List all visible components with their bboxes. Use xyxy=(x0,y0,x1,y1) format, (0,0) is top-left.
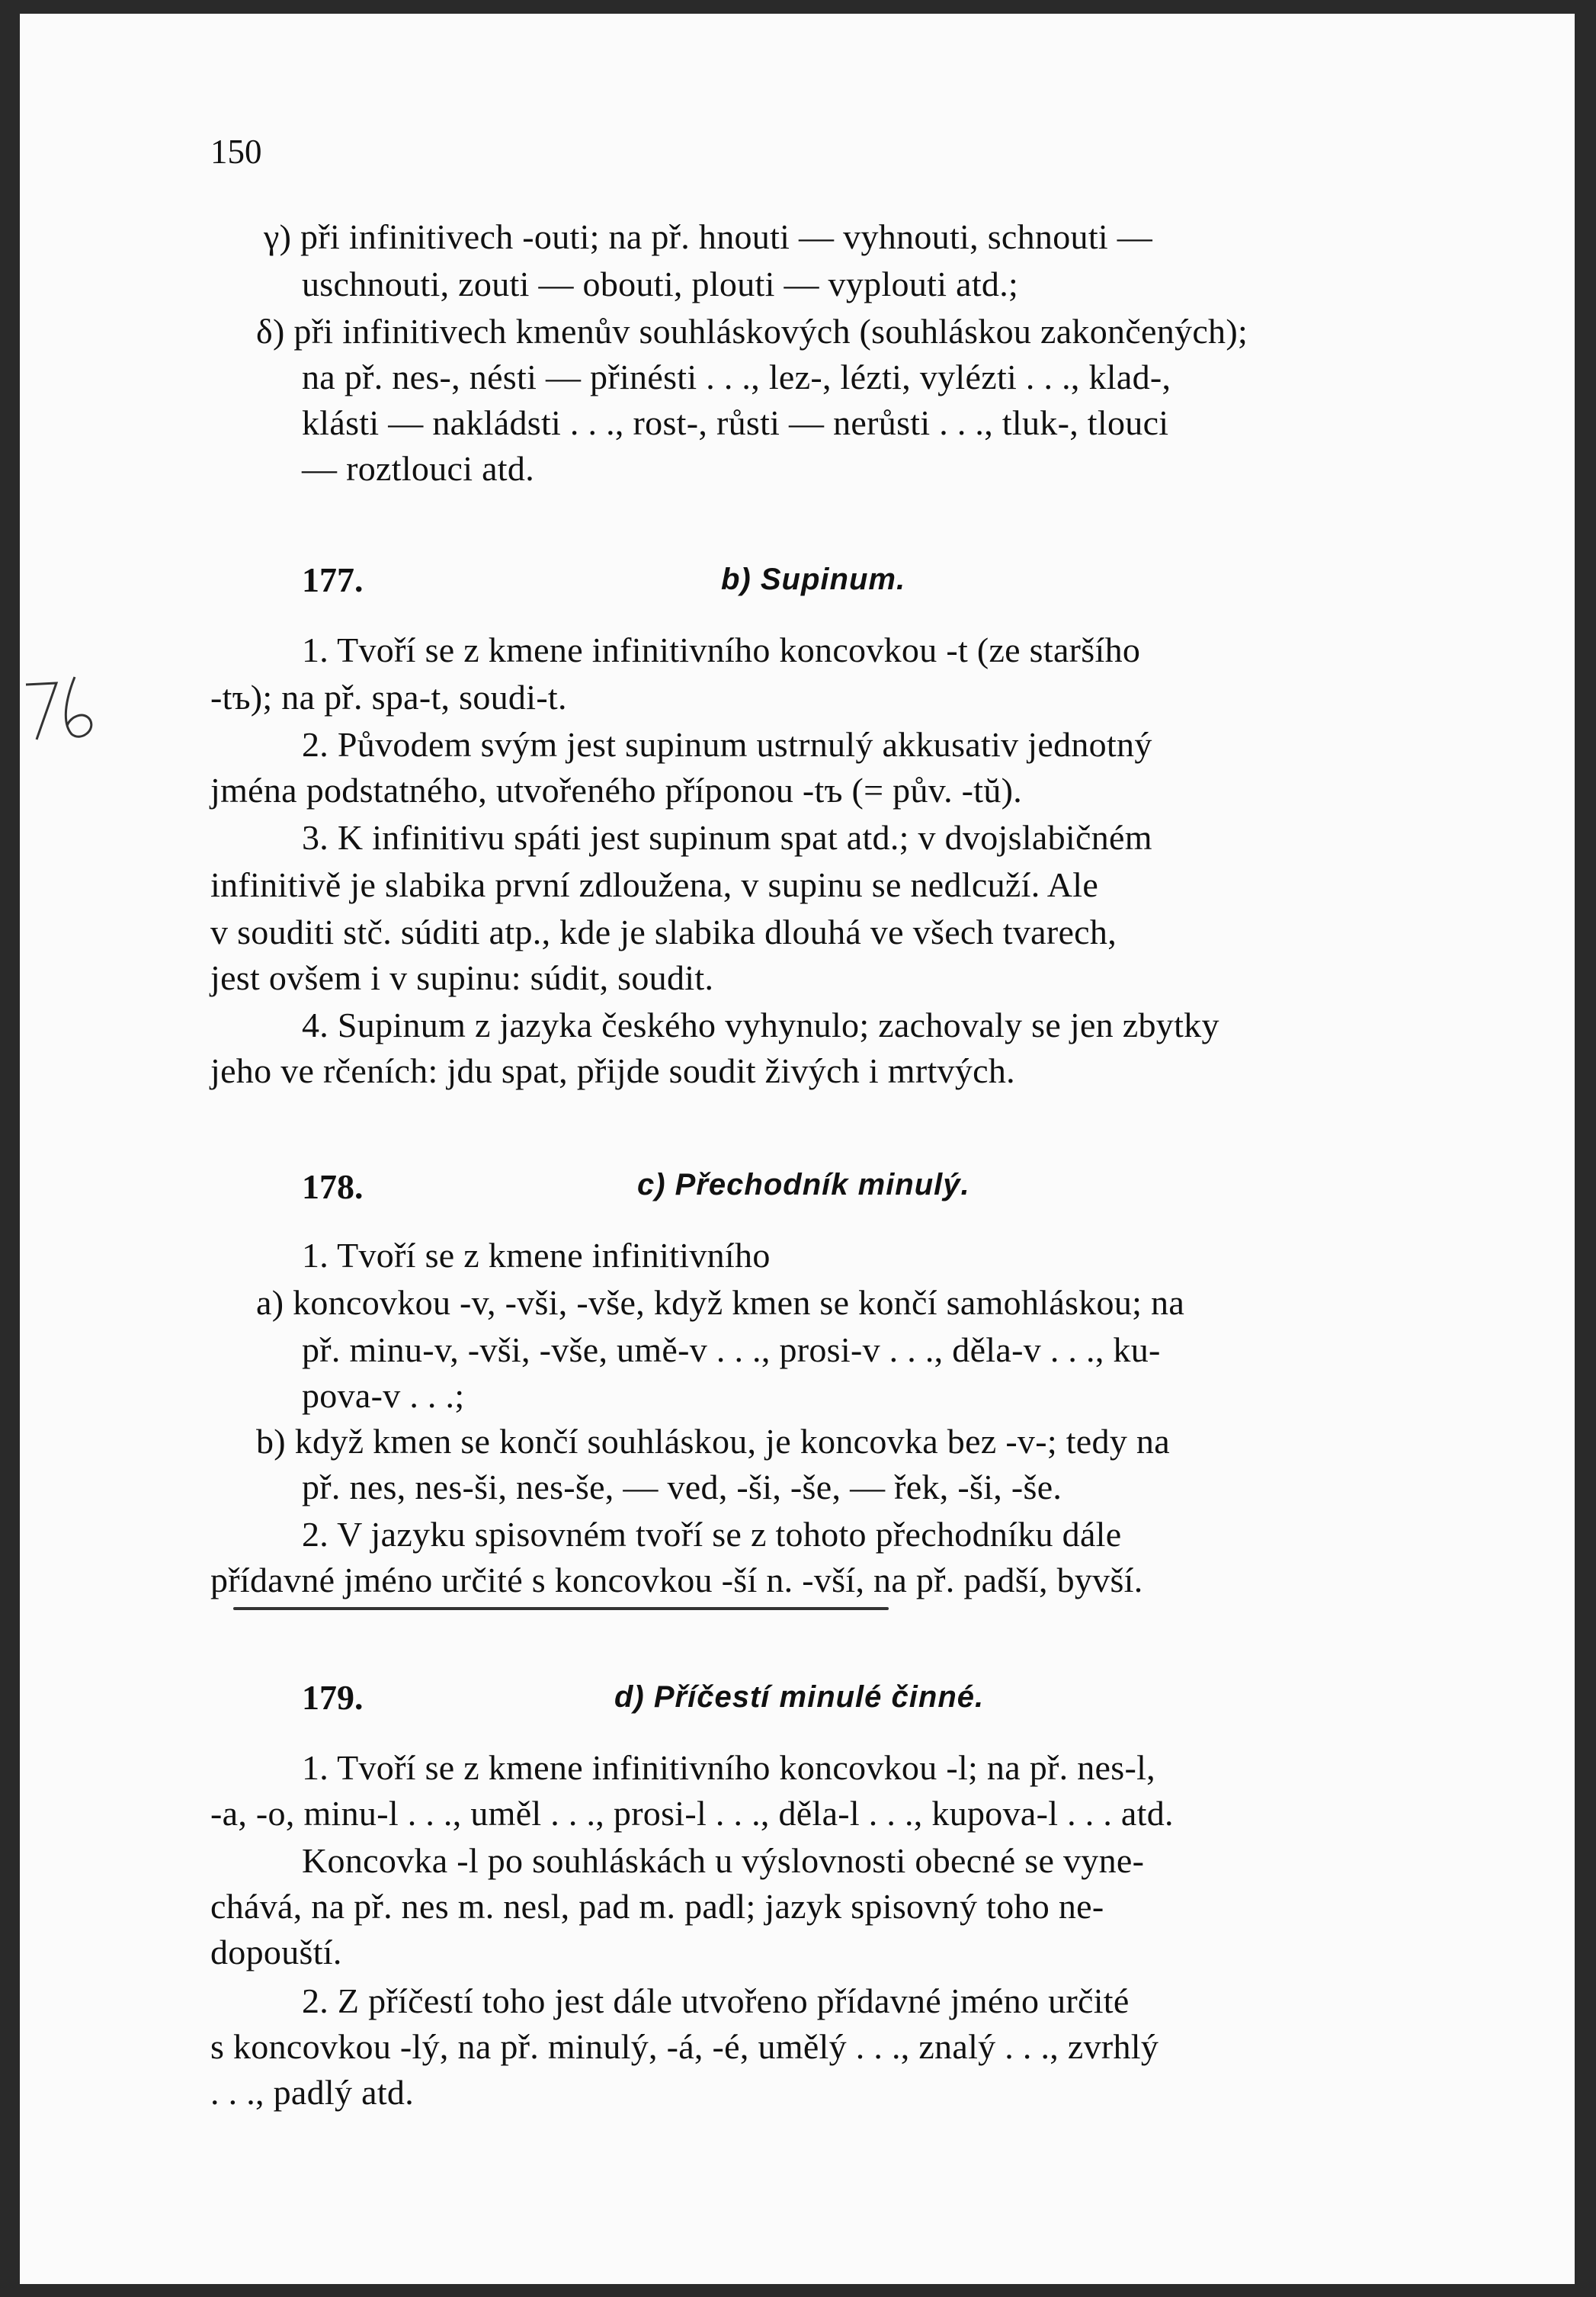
text-line: — roztlouci atd. xyxy=(302,449,534,488)
text-line: 1. Tvoří se z kmene infinitivního koncovkou -t (ze staršího xyxy=(302,630,1141,669)
text-line: př. minu-v, -vši, -vše, umě-v . . ., prosi-v . . ., děla-v . . ., ku- xyxy=(302,1330,1161,1369)
page-number: 150 xyxy=(210,133,262,171)
section-number: 178. xyxy=(302,1167,364,1206)
text-line: -a, -o, minu-l . . ., uměl . . ., prosi-l . . ., děla-l . . ., kupova-l . . . atd. xyxy=(210,1794,1174,1833)
text-line: 1. Tvoří se z kmene infinitivního koncovkou -l; na př. nes-l, xyxy=(302,1748,1155,1787)
text-line: 1. Tvoří se z kmene infinitivního xyxy=(302,1236,771,1275)
text-line: jest ovšem i v supinu: súdit, soudit. xyxy=(210,958,714,997)
text-line: 2. V jazyku spisovném tvoří se z tohoto přechodníku dále xyxy=(302,1515,1122,1554)
text-line: uschnouti, zouti — obouti, plouti — vyplouti atd.; xyxy=(302,265,1019,303)
text-line: 3. K infinitivu spáti jest supinum spat atd.; v dvojslabičném xyxy=(302,818,1152,857)
text-line: př. nes, nes-ši, nes-še, — ved, -ši, -še, — řek, -ši, -še. xyxy=(302,1468,1062,1506)
section-title: b) Supinum. xyxy=(721,563,906,596)
text-line: na př. nes-, nésti — přinésti . . ., lez-, lézti, vylézti . . ., klad-, xyxy=(302,358,1171,396)
text-line: v souditi stč. súditi atp., kde je slabika dlouhá ve všech tvarech, xyxy=(210,913,1117,951)
section-title: c) Přechodník minulý. xyxy=(637,1168,970,1201)
text-line: přídavné jméno určité s koncovkou -ší n. -vší, na př. padší, byvší. xyxy=(210,1561,1143,1599)
text-line: pova-v . . .; xyxy=(302,1376,465,1415)
text-line: jeho ve rčeních: jdu spat, přijde soudit živých i mrtvých. xyxy=(210,1051,1015,1090)
text-line: 4. Supinum z jazyka českého vyhynulo; zachovaly se jen zbytky xyxy=(302,1006,1219,1044)
text-line: dopouští. xyxy=(210,1933,342,1971)
divider-rule xyxy=(233,1607,889,1610)
text-line: 2. Původem svým jest supinum ustrnulý akkusativ jednotný xyxy=(302,725,1152,764)
text-line: a) koncovkou -v, -vši, -vše, když kmen se končí samohláskou; na xyxy=(256,1283,1185,1322)
text-line: Koncovka -l po souhláskách u výslovnosti obecné se vyne- xyxy=(302,1841,1145,1880)
text-line: jména podstatného, utvořeného příponou -tъ (= pův. -tŭ). xyxy=(210,771,1023,810)
text-line: δ) při infinitivech kmenův souhláskových (souhláskou zakončených); xyxy=(256,312,1248,351)
text-line: b) když kmen se končí souhláskou, je koncovka bez -v-; tedy na xyxy=(256,1422,1170,1461)
text-line: infinitivě je slabika první zdloužena, v supinu se nedlcuží. Ale xyxy=(210,865,1099,904)
text-line: γ) při infinitivech -outi; na př. hnouti — vyhnouti, schnouti — xyxy=(264,217,1153,256)
text-line: 2. Z příčestí toho jest dále utvořeno přídavné jméno určité xyxy=(302,1981,1130,2020)
text-line: klásti — nakládsti . . ., rost-, růsti — nerůsti . . ., tluk-, tlouci xyxy=(302,403,1169,442)
text-line: -tъ); na př. spa-t, soudi-t. xyxy=(210,678,567,717)
section-title: d) Příčestí minulé činné. xyxy=(614,1680,985,1714)
text-line: chává, na př. nes m. nesl, pad m. padl; jazyk spisovný toho ne- xyxy=(210,1887,1104,1926)
section-number: 179. xyxy=(302,1678,364,1717)
section-number: 177. xyxy=(302,560,364,599)
text-line: . . ., padlý atd. xyxy=(210,2073,414,2112)
text-line: s koncovkou -lý, na př. minulý, -á, -é, umělý . . ., znalý . . ., zvrhlý xyxy=(210,2027,1159,2066)
book-page xyxy=(20,14,1575,2284)
handwritten-margin-note xyxy=(20,669,104,746)
